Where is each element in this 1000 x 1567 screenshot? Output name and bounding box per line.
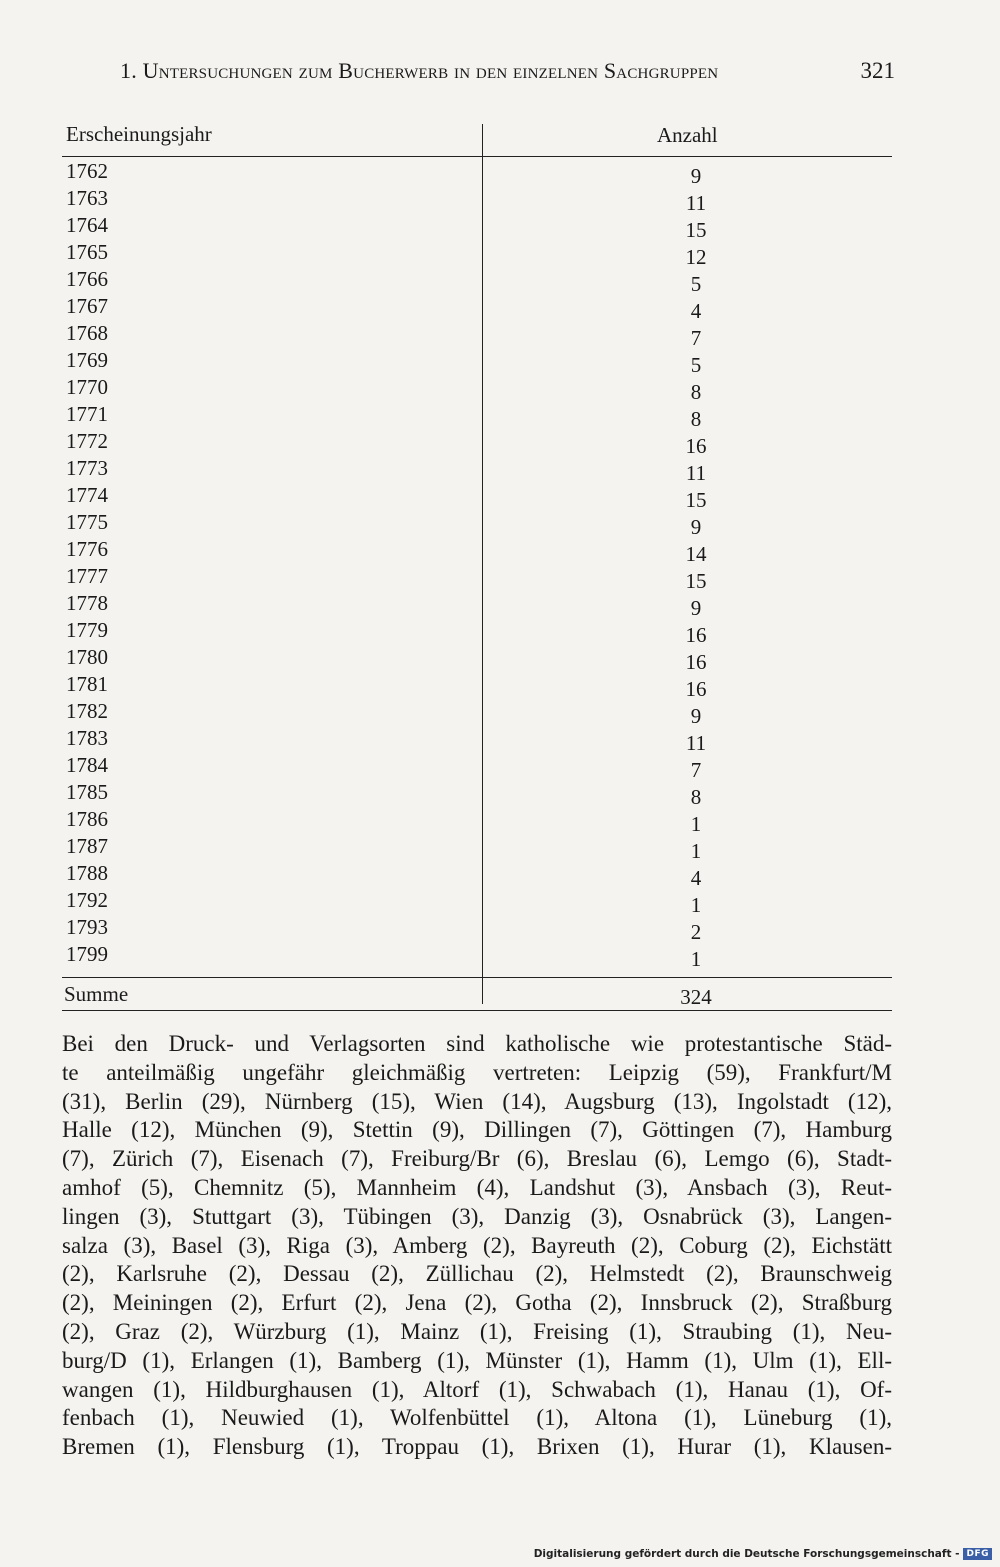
count-cell: 9 xyxy=(690,704,702,728)
year-cell: 1793 xyxy=(66,915,108,939)
sum-label: Summe xyxy=(64,982,129,1006)
year-cell: 1785 xyxy=(66,780,108,804)
table-row xyxy=(62,618,892,645)
table-row xyxy=(62,591,892,618)
table-row xyxy=(62,861,892,888)
table-row xyxy=(62,699,892,726)
count-cell: 2 xyxy=(690,920,702,944)
year-cell: 1776 xyxy=(66,537,108,561)
dfg-logo: DFG xyxy=(963,1548,992,1560)
year-cell: 1779 xyxy=(66,618,108,642)
text-line: lingen (3), Stuttgart (3), Tübingen (3), Danzig (3), Osnabrück (3), Langen- xyxy=(62,1203,892,1229)
year-cell: 1769 xyxy=(66,348,108,372)
year-cell: 1772 xyxy=(66,429,108,453)
table-row xyxy=(62,213,892,240)
year-cell: 1773 xyxy=(66,456,108,480)
count-cell: 1 xyxy=(690,893,702,917)
footer-text: Digitalisierung gefördert durch die Deutsche Forschungsgemeinschaft - xyxy=(533,1548,960,1560)
table-row xyxy=(62,564,892,591)
count-cell: 8 xyxy=(690,380,702,404)
text-line: salza (3), Basel (3), Riga (3), Amberg (2), Bayreuth (2), Coburg (2), Eichstätt xyxy=(62,1232,892,1258)
year-cell: 1784 xyxy=(66,753,108,777)
count-cell: 9 xyxy=(690,596,702,620)
year-cell: 1777 xyxy=(66,564,108,588)
table-row xyxy=(62,375,892,402)
count-cell: 15 xyxy=(685,569,707,593)
table-row xyxy=(62,294,892,321)
table-row xyxy=(62,537,892,564)
count-cell: 15 xyxy=(685,488,707,512)
table-sum-row xyxy=(62,977,892,1011)
year-cell: 1799 xyxy=(66,942,108,966)
year-cell: 1786 xyxy=(66,807,108,831)
year-cell: 1765 xyxy=(66,240,108,264)
year-cell: 1788 xyxy=(66,861,108,885)
year-cell: 1771 xyxy=(66,402,108,426)
table-row xyxy=(62,672,892,699)
year-cell: 1782 xyxy=(66,699,108,723)
table-row xyxy=(62,915,892,942)
count-cell: 5 xyxy=(690,272,702,296)
count-cell: 14 xyxy=(685,542,707,566)
text-line: (2), Meiningen (2), Erfurt (2), Jena (2), Gotha (2), Innsbruck (2), Straßburg xyxy=(62,1290,892,1316)
sum-value: 324 xyxy=(680,985,712,1009)
year-cell: 1763 xyxy=(66,186,108,210)
text-line: Bremen (1), Flensburg (1), Troppau (1), Brixen (1), Hurar (1), Klausen- xyxy=(62,1434,892,1460)
year-cell: 1792 xyxy=(66,888,108,912)
count-cell: 11 xyxy=(685,461,707,485)
year-cell: 1781 xyxy=(66,672,108,696)
text-line: Bei den Druck- und Verlagsorten sind katholische wie protestantische Städ- xyxy=(62,1031,892,1056)
count-cell: 1 xyxy=(690,839,702,863)
year-cell: 1778 xyxy=(66,591,108,615)
count-cell: 8 xyxy=(690,407,702,431)
count-cell: 5 xyxy=(690,353,702,377)
table-row xyxy=(62,483,892,510)
page-header xyxy=(120,58,895,84)
table-row xyxy=(62,807,892,834)
text-line: (2), Karlsruhe (2), Dessau (2), Züllichau (2), Helmstedt (2), Braunschweig xyxy=(62,1261,892,1287)
table-row xyxy=(62,321,892,348)
text-line: (31), Berlin (29), Nürnberg (15), Wien (14), Augsburg (13), Ingolstadt (12), xyxy=(62,1088,892,1114)
year-cell: 1764 xyxy=(66,213,108,237)
table-row xyxy=(62,510,892,537)
count-cell: 4 xyxy=(690,866,702,890)
count-cell: 16 xyxy=(685,623,707,647)
count-cell: 1 xyxy=(690,812,702,836)
table-row xyxy=(62,456,892,483)
text-line: te anteilmäßig ungefähr gleichmäßig vertreten: Leipzig (59), Frankfurt/M xyxy=(62,1059,892,1085)
table-row xyxy=(62,726,892,753)
text-line: (2), Graz (2), Würzburg (1), Mainz (1), Freising (1), Straubing (1), Neu- xyxy=(62,1318,892,1344)
publication-year-table xyxy=(62,118,892,1011)
year-cell: 1780 xyxy=(66,645,108,669)
digitization-footer xyxy=(534,1548,992,1560)
year-cell: 1767 xyxy=(66,294,108,318)
year-cell: 1783 xyxy=(66,726,108,750)
table-row xyxy=(62,834,892,861)
count-cell: 7 xyxy=(690,758,702,782)
table-row xyxy=(62,645,892,672)
year-cell: 1774 xyxy=(66,483,108,507)
body-paragraph xyxy=(62,1030,892,1462)
year-cell: 1775 xyxy=(66,510,108,534)
count-cell: 7 xyxy=(690,326,702,350)
column-header-count: Anzahl xyxy=(657,123,718,147)
text-line: burg/D (1), Erlangen (1), Bamberg (1), Münster (1), Hamm (1), Ulm (1), Ell- xyxy=(62,1347,892,1373)
column-header-year: Erscheinungsjahr xyxy=(66,122,212,146)
table-row xyxy=(62,348,892,375)
count-cell: 16 xyxy=(685,650,707,674)
count-cell: 8 xyxy=(690,785,702,809)
table-row xyxy=(62,942,892,969)
year-cell: 1762 xyxy=(66,159,108,183)
text-line: wangen (1), Hildburghausen (1), Altorf (1), Schwabach (1), Hanau (1), Of- xyxy=(62,1376,892,1402)
count-cell: 16 xyxy=(685,677,707,701)
table-row xyxy=(62,429,892,456)
count-cell: 12 xyxy=(685,245,707,269)
table-body xyxy=(62,157,892,969)
year-cell: 1787 xyxy=(66,834,108,858)
table-row xyxy=(62,753,892,780)
year-cell: 1766 xyxy=(66,267,108,291)
text-line: amhof (5), Chemnitz (5), Mannheim (4), Landshut (3), Ansbach (3), Reut- xyxy=(62,1174,892,1200)
count-cell: 9 xyxy=(690,164,702,188)
table-row xyxy=(62,240,892,267)
table-row xyxy=(62,888,892,915)
table-row xyxy=(62,780,892,807)
count-cell: 4 xyxy=(690,299,702,323)
table-row xyxy=(62,186,892,213)
running-title: 1. Untersuchungen zum Bucherwerb in den einzelnen Sachgruppen xyxy=(120,58,719,83)
table-row xyxy=(62,402,892,429)
count-cell: 11 xyxy=(685,191,707,215)
count-cell: 15 xyxy=(685,218,707,242)
year-cell: 1770 xyxy=(66,375,108,399)
page-number: 321 xyxy=(860,58,895,83)
table-header xyxy=(62,118,892,157)
table-row xyxy=(62,267,892,294)
count-cell: 11 xyxy=(685,731,707,755)
count-cell: 9 xyxy=(690,515,702,539)
text-line: (7), Zürich (7), Eisenach (7), Freiburg/Br (6), Breslau (6), Lemgo (6), Stadt- xyxy=(62,1146,892,1172)
text-line: Halle (12), München (9), Stettin (9), Dillingen (7), Göttingen (7), Hamburg xyxy=(62,1117,892,1143)
count-cell: 16 xyxy=(685,434,707,458)
count-cell: 1 xyxy=(690,947,702,971)
year-cell: 1768 xyxy=(66,321,108,345)
table-row xyxy=(62,159,892,186)
text-line: fenbach (1), Neuwied (1), Wolfenbüttel (1), Altona (1), Lüneburg (1), xyxy=(62,1405,892,1431)
